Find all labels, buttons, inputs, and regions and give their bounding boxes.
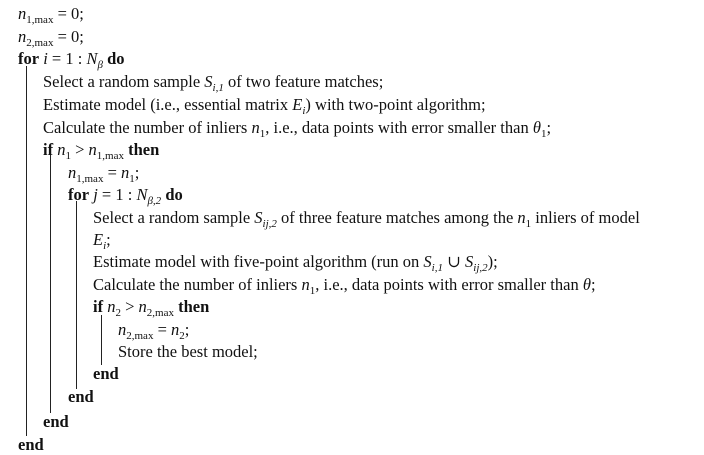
if1-scope-bar (50, 155, 51, 413)
estimate-model-line: Estimate model (i.e., essential matrix $E_i$) with two-point algorithm; (43, 95, 486, 117)
select-sample-line: Select a random sample $S_{i,1}$ of two feature matches; (43, 72, 384, 94)
calculate-inliers-inner-line: Calculate the number of inliers $n_1$, i.e., data points with error smaller than θ; (93, 275, 596, 297)
inner-for-header: for j = 1 : $N_{\beta,2}$ do (68, 185, 183, 207)
inner-for-end: end (68, 387, 94, 406)
outer-for-end: end (18, 435, 44, 454)
if2-header: if $n_2 > n_{2,max}$ then (93, 297, 210, 319)
if1-header: if $n_1 > n_{1,max}$ then (43, 140, 160, 162)
assign-n2max-line: $n_{2,max} = n_2$; (118, 320, 190, 342)
inner-for-scope-bar (76, 201, 77, 389)
calculate-inliers-line: Calculate the number of inliers $n_1$, i.e., data points with error smaller than $\theta_1$; (43, 118, 552, 140)
outer-for-scope-bar (26, 66, 27, 436)
select-three-matches-line: Select a random sample $S_{ij,2}$ of three feature matches among the $n_1$ inliers of model (93, 208, 640, 230)
store-best-model-line: Store the best model; (118, 342, 258, 361)
if2-scope-bar (101, 315, 102, 365)
if2-end: end (93, 364, 119, 383)
init-n1max-line: $n_{1,max} = 0$; (18, 4, 84, 26)
estimate-five-point-line: Estimate model with five-point algorithm (run on $S_{i,1}$ ∪ $S_{ij,2}$); (93, 252, 498, 274)
assign-n1max-line: $n_{1,max} = n_1$; (68, 163, 140, 185)
outer-for-header: for i = 1 : $N_\beta$ do (18, 49, 125, 71)
init-n2max-line: $n_{2,max} = 0$; (18, 27, 84, 49)
select-three-matches-line-cont: $E_i$; (93, 230, 111, 252)
if1-end: end (43, 412, 69, 431)
